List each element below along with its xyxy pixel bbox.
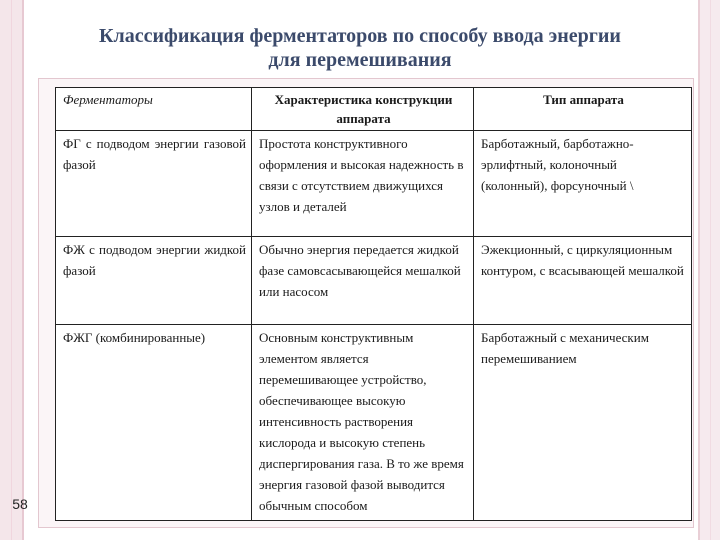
cell-fermenter: ФЖГ (комбинированные) xyxy=(56,325,252,521)
table-container xyxy=(38,78,694,528)
table-header-row xyxy=(56,88,692,131)
cell-characteristic: Обычно энергия передается жидкой фазе самовсасывающейся мешалкой или насосом xyxy=(252,237,474,325)
table-row xyxy=(56,237,692,325)
left-border-decoration xyxy=(0,0,24,540)
header-fermenters: Ферментаторы xyxy=(56,88,252,131)
fermenter-classification-table xyxy=(55,87,692,521)
slide-title-line-1: Классификация ферментаторов по способу ввода энергии xyxy=(99,25,621,47)
cell-fermenter: ФЖ с подводом энергии жидкой фазой xyxy=(56,237,252,325)
slide-title-line-2: для перемешивания xyxy=(268,49,452,71)
cell-fermenter: ФГ с подводом энергии газовой фазой xyxy=(56,131,252,237)
table-row xyxy=(56,131,692,237)
cell-type: Барботажный, барботажно-эрлифтный, колоночный (колонный), форсуночный \ xyxy=(474,131,692,237)
cell-type: Эжекционный, с циркуляционным контуром, с всасывающей мешалкой xyxy=(474,237,692,325)
slide-title xyxy=(40,24,680,72)
header-characteristic: Характеристика конструкции аппарата xyxy=(252,88,474,131)
page-number: 58 xyxy=(12,496,28,512)
header-type: Тип аппарата xyxy=(474,88,692,131)
right-border-decoration xyxy=(698,0,720,540)
table-row xyxy=(56,325,692,521)
cell-characteristic: Основным конструктивным элементом является перемешивающее устройство, обеспечивающее высокую интенсивность растворения кислорода и высокую степень диспергирования газа. В то же время энергия газовой фазой выводится обычным способом xyxy=(252,325,474,521)
cell-characteristic: Простота конструктивного оформления и высокая надежность в связи с отсутствием движущихся узлов и деталей xyxy=(252,131,474,237)
cell-type: Барботажный с механическим перемешиванием xyxy=(474,325,692,521)
